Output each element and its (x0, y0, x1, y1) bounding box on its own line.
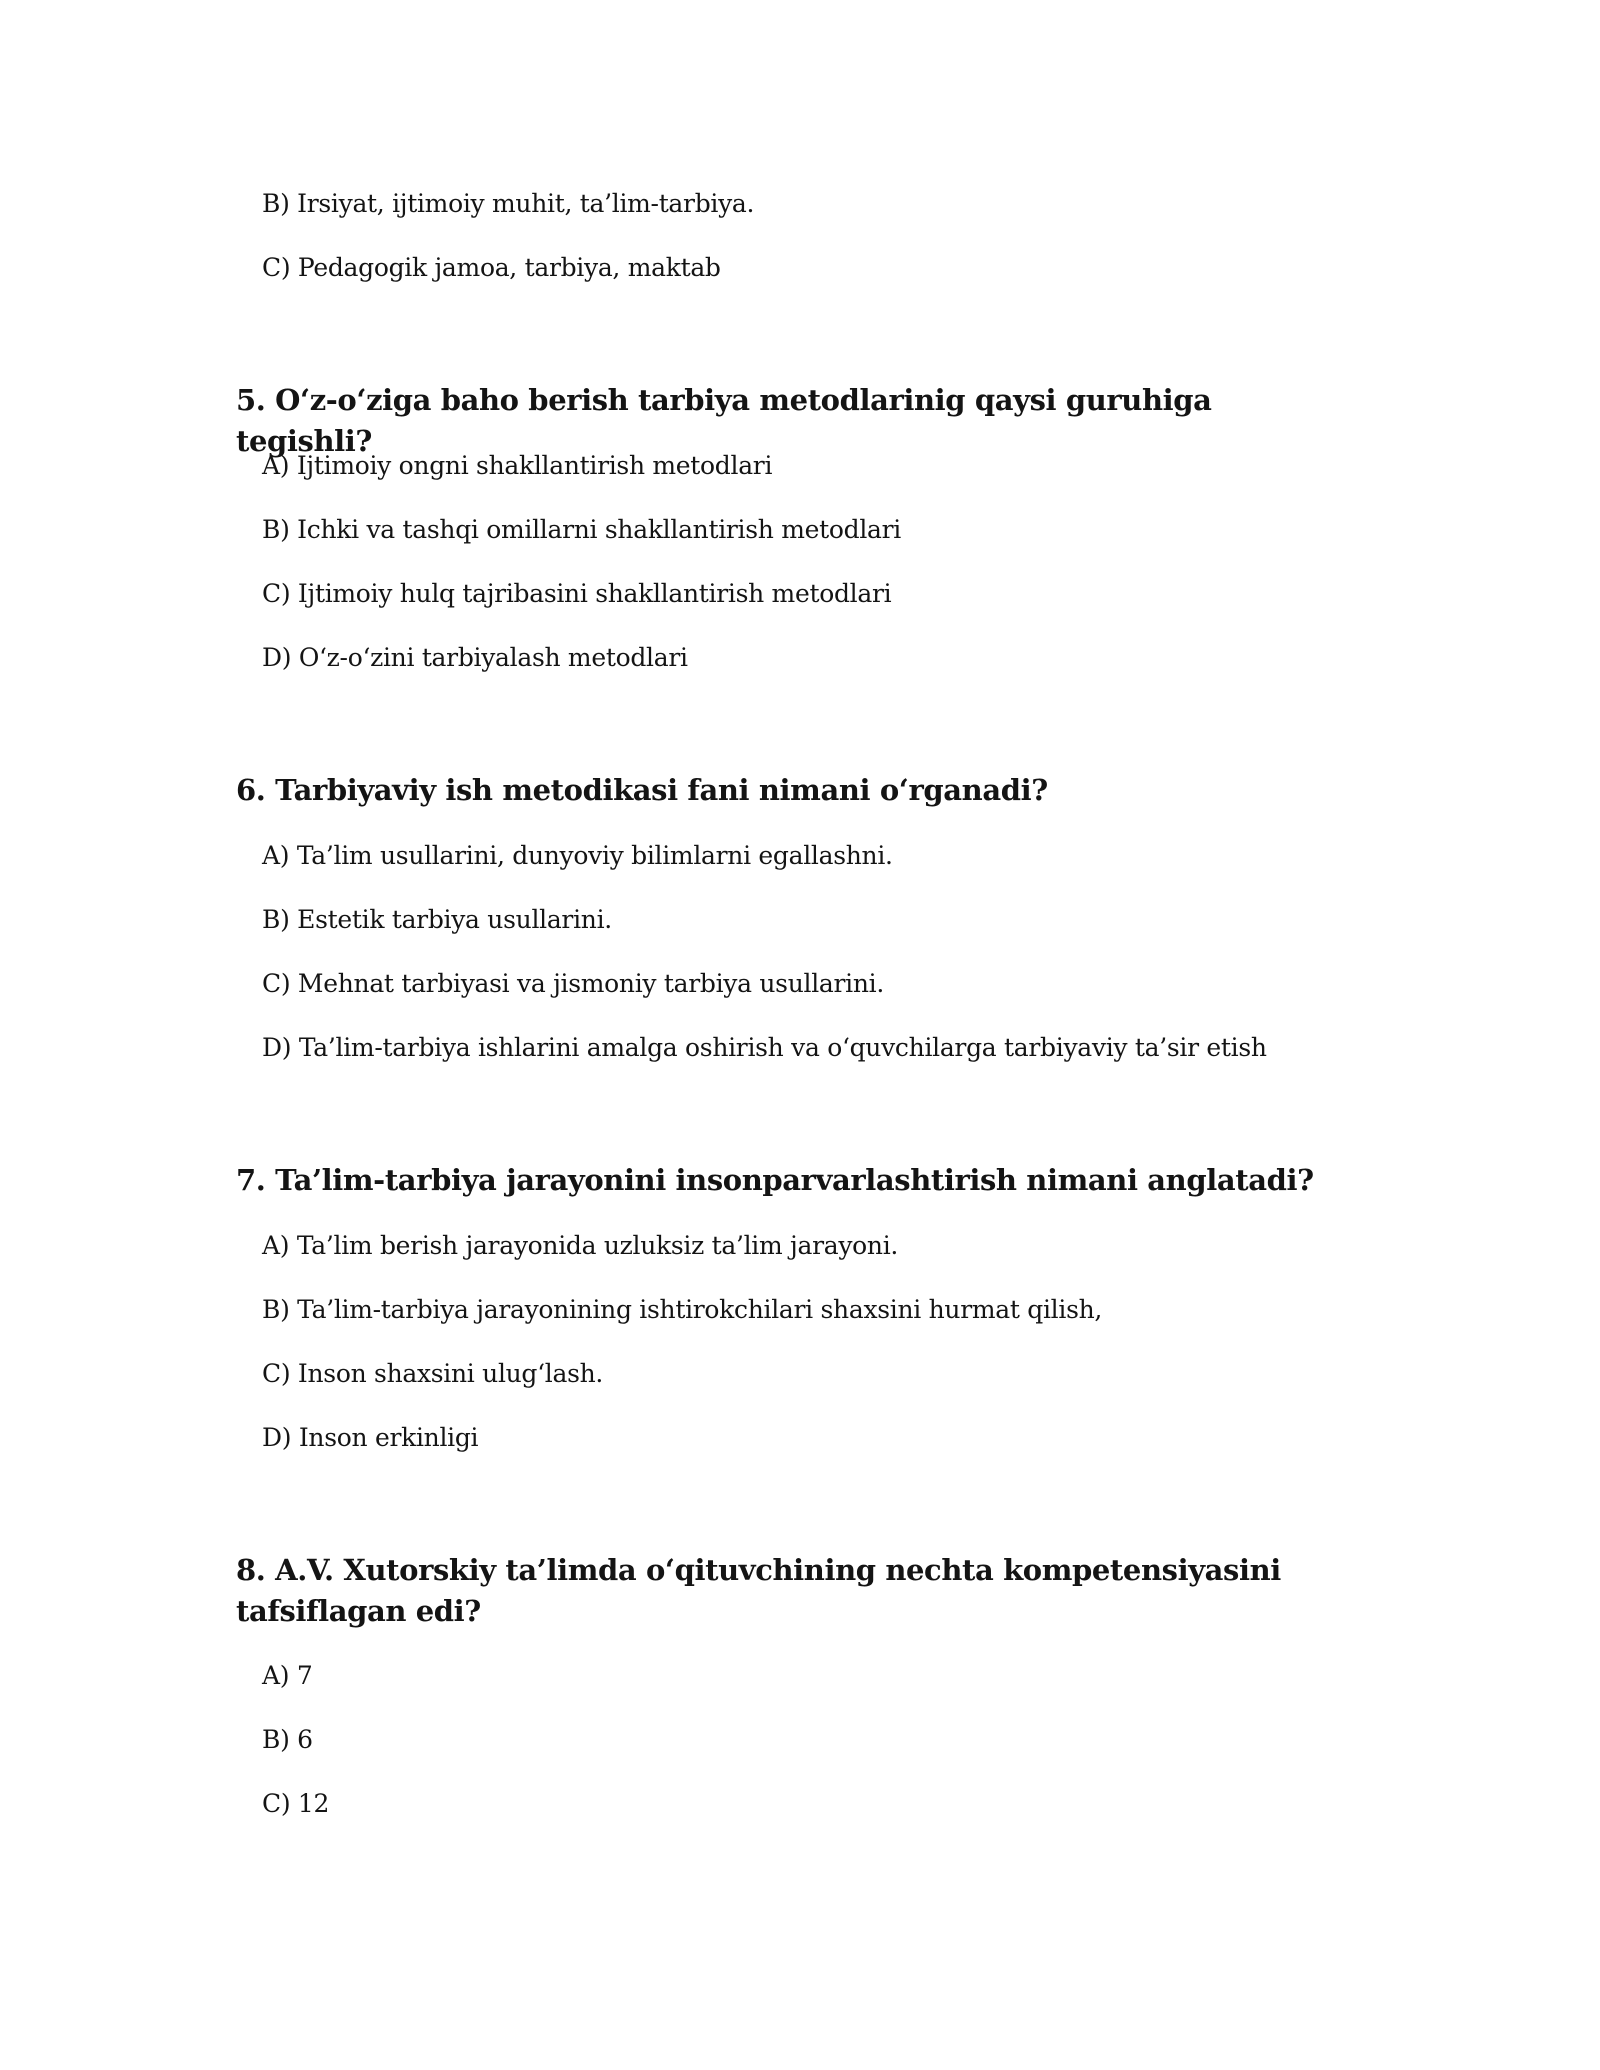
option-b-prev: B) Irsiyat, ijtimoiy muhit, ta’lim-tarbiya. (262, 189, 755, 218)
question-8-title: 8. A.V. Xutorskiy ta’limda o‘qituvchining nechta kompetensiyasini tafsiflagan edi? (236, 1553, 1281, 1628)
question-8-option-c: C) 12 (262, 1789, 330, 1818)
question-8-option-b: B) 6 (262, 1725, 313, 1754)
question-7-title: 7. Ta’lim-tarbiya jarayonini insonparvarlashtirish nimani anglatadi? (236, 1163, 1314, 1197)
question-5-title: 5. O‘z-o‘ziga baho berish tarbiya metodlarinig qaysi guruhiga tegishli? (236, 383, 1212, 458)
question-5-option-b: B) Ichki va tashqi omillarni shakllantirish metodlari (262, 515, 901, 544)
question-8-option-a: A) 7 (262, 1661, 313, 1690)
question-6-option-d: D) Ta’lim-tarbiya ishlarini amalga oshirish va o‘quvchilarga tarbiyaviy ta’sir etish (262, 1033, 1267, 1062)
question-5-option-c: C) Ijtimoiy hulq tajribasini shakllantirish metodlari (262, 579, 892, 608)
question-7-option-b: B) Ta’lim-tarbiya jarayonining ishtirokchilari shaxsini hurmat qilish, (262, 1295, 1103, 1324)
question-6-option-c: C) Mehnat tarbiyasi va jismoniy tarbiya usullarini. (262, 969, 884, 998)
question-6-option-a: A) Ta’lim usullarini, dunyoviy bilimlarni egallashni. (262, 841, 893, 870)
question-7-option-d: D) Inson erkinligi (262, 1423, 479, 1452)
option-c-prev: C) Pedagogik jamoa, tarbiya, maktab (262, 253, 721, 282)
question-5-option-d: D) O‘z-o‘zini tarbiyalash metodlari (262, 643, 688, 672)
question-5-option-a: A) Ijtimoiy ongni shakllantirish metodlari (262, 451, 773, 480)
question-7-option-c: C) Inson shaxsini ulug‘lash. (262, 1359, 604, 1388)
question-7-option-a: A) Ta’lim berish jarayonida uzluksiz ta’lim jarayoni. (262, 1231, 899, 1260)
question-6-title: 6. Tarbiyaviy ish metodikasi fani nimani o‘rganadi? (236, 773, 1048, 807)
question-6-option-b: B) Estetik tarbiya usullarini. (262, 905, 612, 934)
